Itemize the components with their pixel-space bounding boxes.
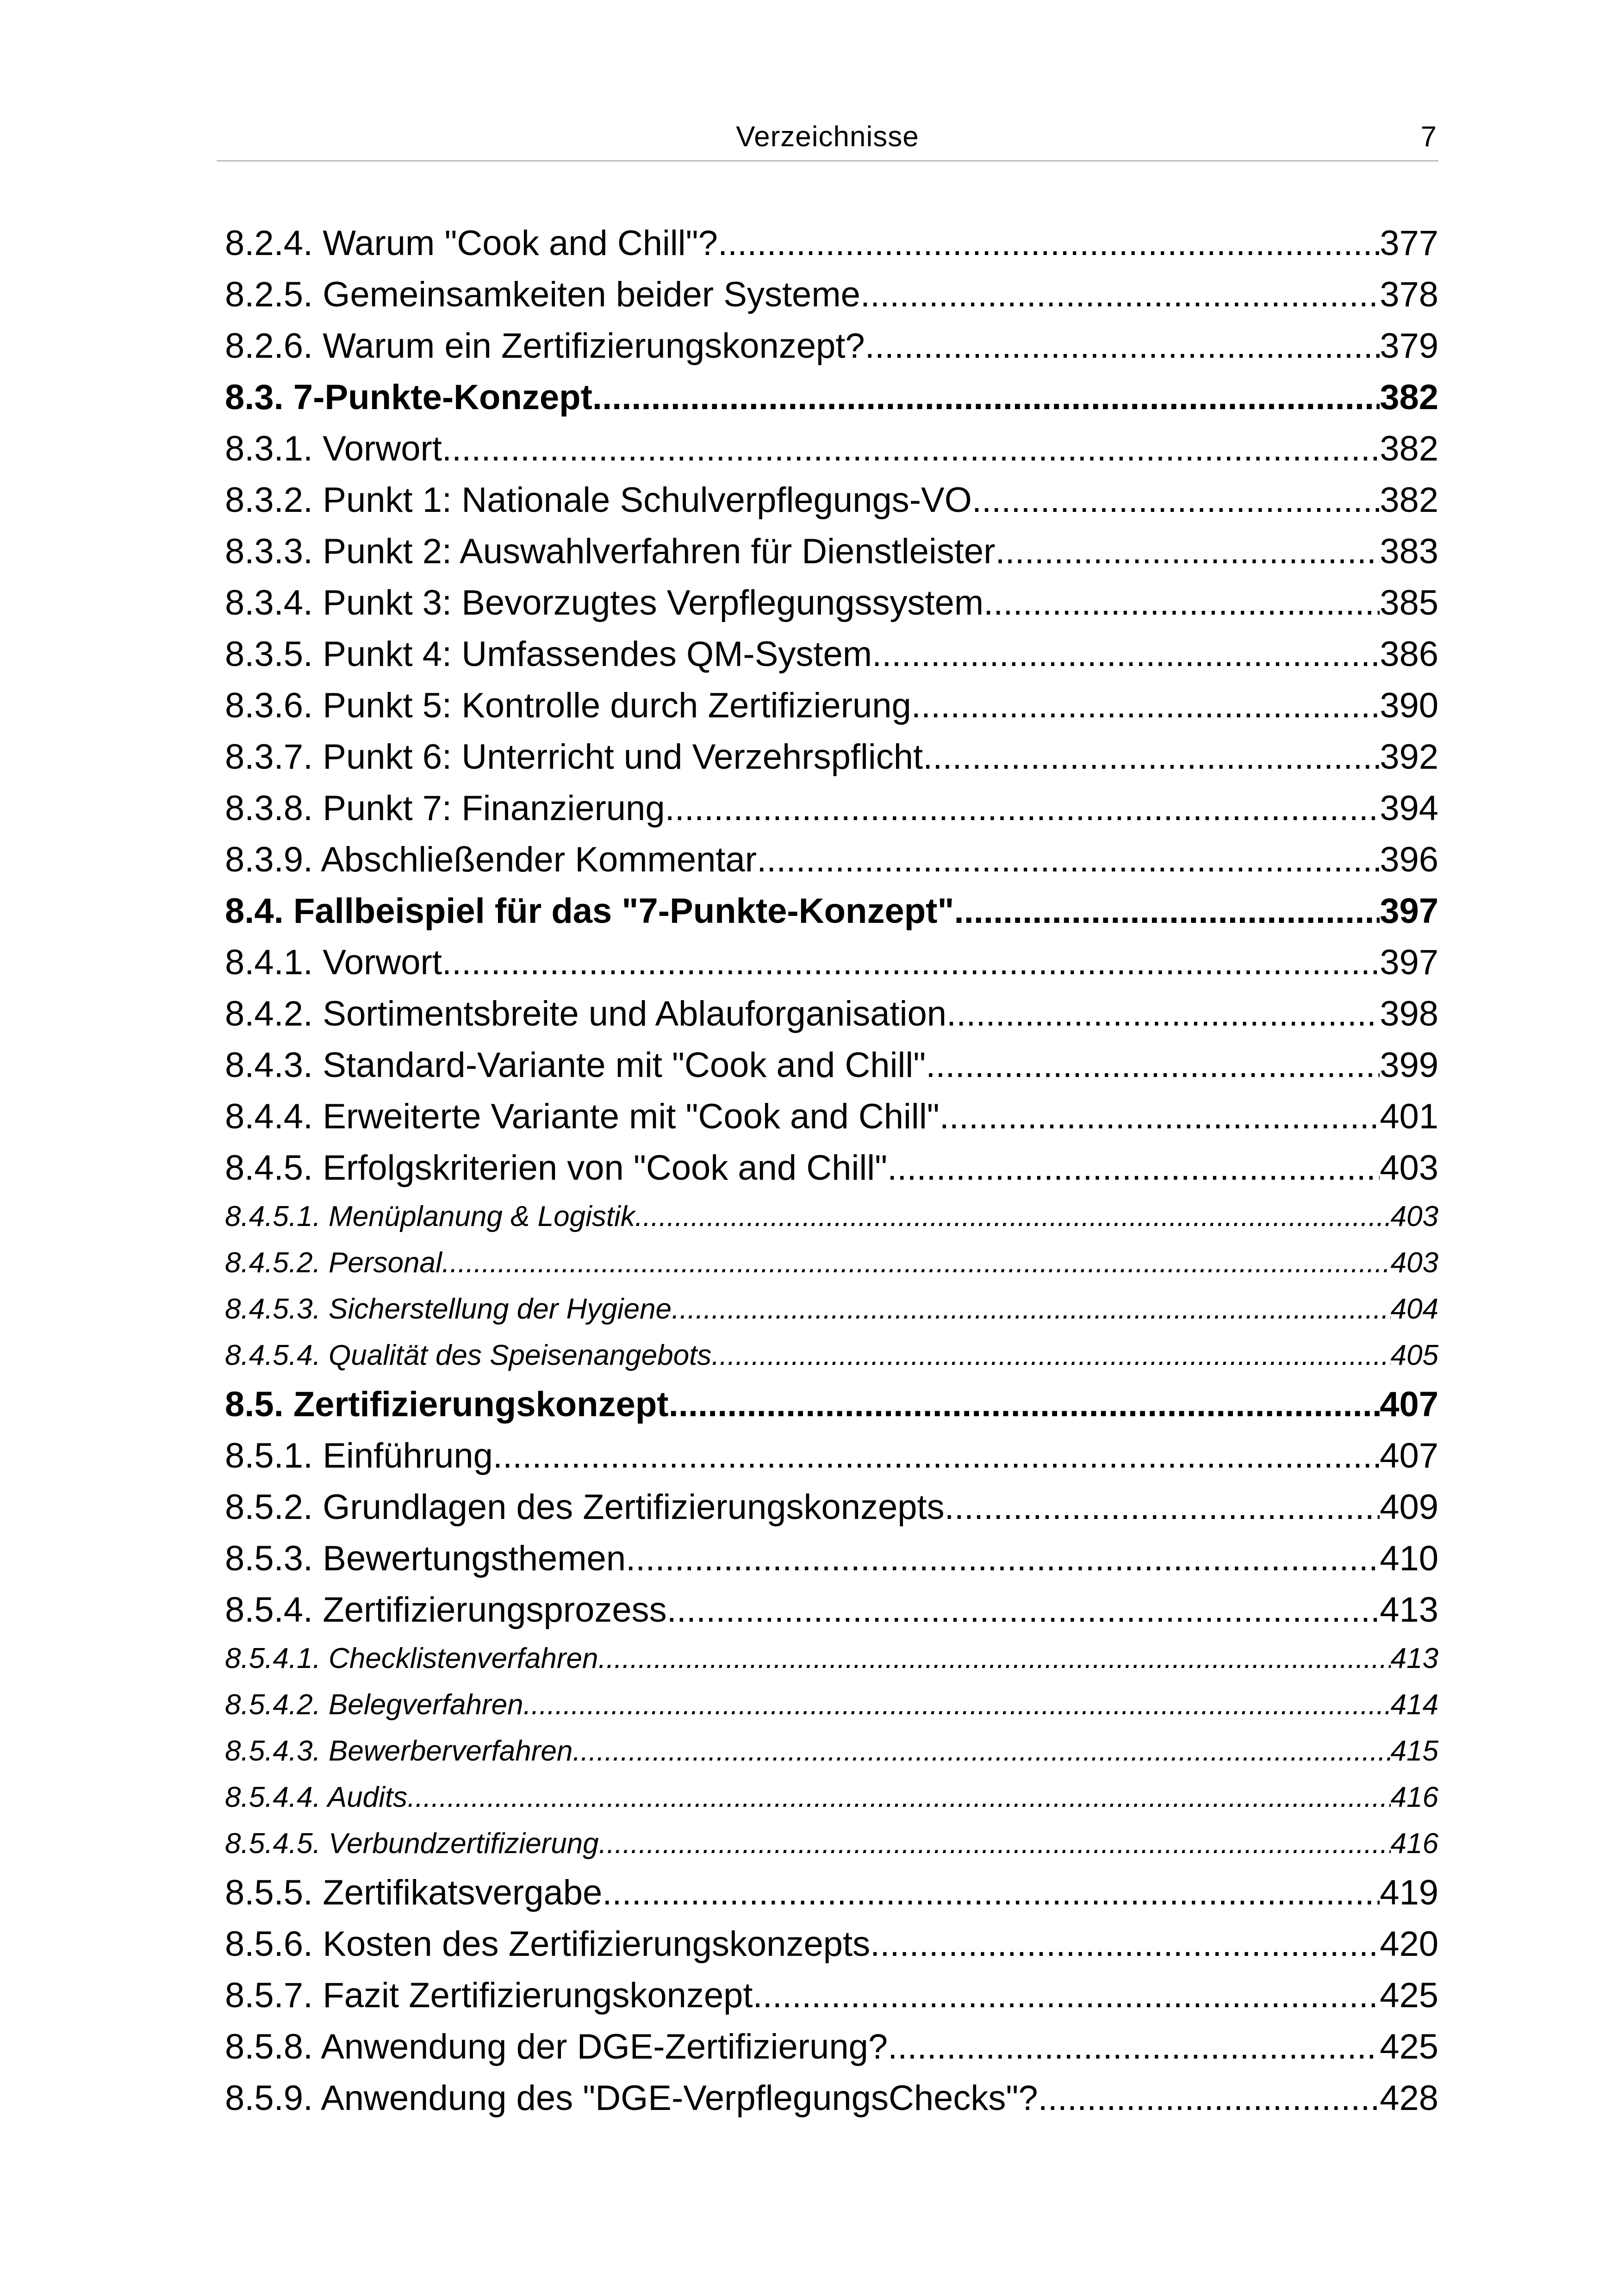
toc-subsection-entry[interactable] bbox=[225, 628, 1438, 680]
dot-leader bbox=[872, 628, 1380, 680]
dot-leader bbox=[442, 937, 1380, 988]
toc-entry-title: 8.5.4. Zertifizierungsprozess bbox=[225, 1590, 667, 1630]
toc-entry-page-number: 382 bbox=[1380, 480, 1438, 520]
dot-leader bbox=[888, 2021, 1380, 2072]
toc-entry-page-number: 413 bbox=[1390, 1643, 1438, 1674]
dot-leader bbox=[711, 1332, 1390, 1379]
toc-entry-page-number: 403 bbox=[1380, 1148, 1438, 1188]
toc-entry-title: 8.3.2. Punkt 1: Nationale Schulverpflegungs-VO bbox=[225, 480, 972, 520]
toc-entry-page-number: 420 bbox=[1380, 1924, 1438, 1964]
toc-subsection-entry[interactable] bbox=[225, 1533, 1438, 1584]
toc-entry-title: 8.5.6. Kosten des Zertifizierungskonzepts bbox=[225, 1924, 871, 1964]
toc-subsection-entry[interactable] bbox=[225, 1481, 1438, 1533]
toc-entry-title: 8.5.3. Bewertungsthemen bbox=[225, 1539, 626, 1578]
dot-leader bbox=[945, 1481, 1380, 1533]
toc-entry-title: 8.3.8. Punkt 7: Finanzierung bbox=[225, 789, 665, 828]
toc-entry-page-number: 416 bbox=[1390, 1781, 1438, 1813]
dot-leader bbox=[757, 834, 1380, 885]
toc-entry-title: 8.4. Fallbeispiel für das "7-Punkte-Konzept" bbox=[225, 891, 954, 931]
dot-leader bbox=[573, 1728, 1390, 1774]
toc-subsubsection-entry[interactable] bbox=[225, 1682, 1438, 1728]
toc-entry-page-number: 403 bbox=[1390, 1201, 1438, 1232]
dot-leader bbox=[940, 1091, 1380, 1142]
dot-leader bbox=[669, 1379, 1380, 1430]
toc-entry-title: 8.5.4.3. Bewerberverfahren bbox=[225, 1735, 573, 1767]
toc-entry-title: 8.2.5. Gemeinsamkeiten beider Systeme bbox=[225, 275, 860, 314]
toc-entry-page-number: 386 bbox=[1380, 635, 1438, 674]
dot-leader bbox=[1038, 2072, 1380, 2124]
toc-entry-page-number: 382 bbox=[1380, 378, 1438, 417]
toc-entry-page-number: 382 bbox=[1380, 429, 1438, 468]
toc-entry-title: 8.5.4.2. Belegverfahren bbox=[225, 1689, 523, 1721]
dot-leader bbox=[442, 1240, 1391, 1286]
dot-leader bbox=[407, 1774, 1390, 1821]
toc-subsubsection-entry[interactable] bbox=[225, 1194, 1438, 1240]
toc-subsection-entry[interactable] bbox=[225, 1867, 1438, 1918]
toc-subsubsection-entry[interactable] bbox=[225, 1332, 1438, 1379]
toc-entry-title: 8.4.5.2. Personal bbox=[225, 1247, 442, 1279]
toc-subsection-entry[interactable] bbox=[225, 834, 1438, 885]
dot-leader bbox=[602, 1867, 1380, 1918]
toc-subsection-entry[interactable] bbox=[225, 937, 1438, 988]
toc-entry-page-number: 394 bbox=[1380, 789, 1438, 828]
toc-entry-title: 8.3.7. Punkt 6: Unterricht und Verzehrspflicht bbox=[225, 737, 923, 777]
toc-entry-title: 8.3.1. Vorwort bbox=[225, 429, 442, 468]
toc-entry-page-number: 401 bbox=[1380, 1097, 1438, 1136]
toc-entry-page-number: 428 bbox=[1380, 2078, 1438, 2118]
toc-subsubsection-entry[interactable] bbox=[225, 1240, 1438, 1286]
dot-leader bbox=[983, 577, 1380, 628]
toc-entry-title: 8.4.5. Erfolgskriterien von "Cook and Chill" bbox=[225, 1148, 888, 1188]
toc-entry-title: 8.4.3. Standard-Variante mit "Cook and Chill" bbox=[225, 1045, 926, 1085]
toc-subsubsection-entry[interactable] bbox=[225, 1636, 1438, 1682]
dot-leader bbox=[672, 1286, 1391, 1332]
toc-subsection-entry[interactable] bbox=[225, 680, 1438, 731]
toc-subsection-entry[interactable] bbox=[225, 320, 1438, 372]
toc-entry-page-number: 403 bbox=[1390, 1247, 1438, 1279]
toc-entry-title: 8.4.5.4. Qualität des Speisenangebots bbox=[225, 1339, 712, 1371]
toc-entry-title: 8.5.9. Anwendung des "DGE-VerpflegungsChecks"? bbox=[225, 2078, 1038, 2118]
toc-entry-title: 8.5.4.1. Checklistenverfahren bbox=[225, 1643, 598, 1674]
running-header bbox=[217, 116, 1438, 162]
dot-leader bbox=[442, 423, 1380, 474]
toc-entry-title: 8.2.4. Warum "Cook and Chill"? bbox=[225, 224, 718, 263]
toc-subsection-entry[interactable] bbox=[225, 1142, 1438, 1194]
toc-subsubsection-entry[interactable] bbox=[225, 1774, 1438, 1821]
toc-subsection-entry[interactable] bbox=[225, 2021, 1438, 2072]
toc-entry-title: 8.5.2. Grundlagen des Zertifizierungskonzepts bbox=[225, 1487, 945, 1527]
toc-entry-title: 8.5.5. Zertifikatsvergabe bbox=[225, 1873, 603, 1912]
dot-leader bbox=[753, 1970, 1380, 2021]
dot-leader bbox=[599, 1821, 1391, 1867]
toc-entry-page-number: 405 bbox=[1390, 1339, 1438, 1371]
toc-entry-title: 8.3.4. Punkt 3: Bevorzugtes Verpflegungssystem bbox=[225, 583, 984, 622]
dot-leader bbox=[718, 218, 1380, 269]
toc-entry-page-number: 396 bbox=[1380, 840, 1438, 879]
toc-entry-title: 8.4.5.3. Sicherstellung der Hygiene bbox=[225, 1293, 672, 1325]
toc-entry-page-number: 399 bbox=[1380, 1045, 1438, 1085]
dot-leader bbox=[887, 1142, 1380, 1194]
dot-leader bbox=[870, 1918, 1380, 1970]
toc-entry-page-number: 404 bbox=[1390, 1293, 1438, 1325]
toc-entry-page-number: 398 bbox=[1380, 994, 1438, 1033]
toc-entry-page-number: 409 bbox=[1380, 1487, 1438, 1527]
toc-subsection-entry[interactable] bbox=[225, 526, 1438, 577]
dot-leader bbox=[626, 1533, 1380, 1584]
toc-entry-title: 8.4.2. Sortimentsbreite und Ablauforganisation bbox=[225, 994, 947, 1033]
dot-leader bbox=[635, 1194, 1391, 1240]
dot-leader bbox=[592, 372, 1380, 423]
toc-entry-title: 8.5.4.4. Audits bbox=[225, 1781, 408, 1813]
toc-entry-title: 8.3. 7-Punkte-Konzept bbox=[225, 378, 592, 417]
toc-entry-title: 8.3.3. Punkt 2: Auswahlverfahren für Dienstleister bbox=[225, 532, 996, 571]
toc-entry-page-number: 377 bbox=[1380, 224, 1438, 263]
toc-entry-page-number: 415 bbox=[1390, 1735, 1438, 1767]
toc-entry-title: 8.4.1. Vorwort bbox=[225, 943, 442, 982]
toc-entry-page-number: 407 bbox=[1380, 1385, 1438, 1424]
toc-subsection-entry[interactable] bbox=[225, 1430, 1438, 1481]
toc-entry-title: 8.3.9. Abschließender Kommentar bbox=[225, 840, 757, 879]
toc-subsection-entry[interactable] bbox=[225, 2072, 1438, 2124]
dot-leader bbox=[860, 269, 1380, 320]
toc-entry-page-number: 419 bbox=[1380, 1873, 1438, 1912]
toc-subsection-entry[interactable] bbox=[225, 1091, 1438, 1142]
toc-entry-page-number: 392 bbox=[1380, 737, 1438, 777]
toc-entry-page-number: 425 bbox=[1380, 2027, 1438, 2066]
toc-entry-title: 8.3.6. Punkt 5: Kontrolle durch Zertifizierung bbox=[225, 686, 911, 725]
toc-entry-title: 8.5.1. Einführung bbox=[225, 1436, 493, 1475]
toc-entry-page-number: 416 bbox=[1390, 1828, 1438, 1860]
toc-subsection-entry[interactable] bbox=[225, 423, 1438, 474]
dot-leader bbox=[667, 1584, 1380, 1636]
toc-entry-page-number: 414 bbox=[1390, 1689, 1438, 1721]
toc-entry-page-number: 385 bbox=[1380, 583, 1438, 622]
dot-leader bbox=[954, 885, 1380, 937]
page-number: 7 bbox=[1420, 121, 1437, 153]
toc-section-heading[interactable] bbox=[225, 885, 1438, 937]
toc-entry-title: 8.3.5. Punkt 4: Umfassendes QM-System bbox=[225, 635, 872, 674]
toc-subsection-entry[interactable] bbox=[225, 1970, 1438, 2021]
table-of-contents bbox=[225, 218, 1438, 2124]
toc-entry-title: 8.4.5.1. Menüplanung & Logistik bbox=[225, 1201, 635, 1232]
toc-entry-title: 8.5.8. Anwendung der DGE-Zertifizierung? bbox=[225, 2027, 888, 2066]
toc-subsection-entry[interactable] bbox=[225, 988, 1438, 1039]
toc-section-heading[interactable] bbox=[225, 372, 1438, 423]
toc-subsection-entry[interactable] bbox=[225, 783, 1438, 834]
toc-subsection-entry[interactable] bbox=[225, 1918, 1438, 1970]
dot-leader bbox=[598, 1636, 1390, 1682]
toc-subsection-entry[interactable] bbox=[225, 269, 1438, 320]
toc-subsection-entry[interactable] bbox=[225, 1584, 1438, 1636]
toc-entry-title: 8.2.6. Warum ein Zertifizierungskonzept? bbox=[225, 326, 865, 366]
toc-subsection-entry[interactable] bbox=[225, 731, 1438, 783]
toc-entry-title: 8.4.4. Erweiterte Variante mit "Cook and Chill" bbox=[225, 1097, 940, 1136]
toc-entry-page-number: 397 bbox=[1380, 891, 1438, 931]
dot-leader bbox=[923, 731, 1380, 783]
toc-section-heading[interactable] bbox=[225, 1379, 1438, 1430]
toc-entry-page-number: 425 bbox=[1380, 1976, 1438, 2015]
toc-entry-page-number: 407 bbox=[1380, 1436, 1438, 1475]
toc-subsection-entry[interactable] bbox=[225, 474, 1438, 526]
toc-entry-page-number: 378 bbox=[1380, 275, 1438, 314]
toc-subsubsection-entry[interactable] bbox=[225, 1728, 1438, 1774]
dot-leader bbox=[665, 783, 1380, 834]
toc-subsubsection-entry[interactable] bbox=[225, 1821, 1438, 1867]
toc-entry-title: 8.5. Zertifizierungskonzept bbox=[225, 1385, 669, 1424]
toc-entry-title: 8.5.4.5. Verbundzertifizierung bbox=[225, 1828, 599, 1860]
dot-leader bbox=[946, 988, 1380, 1039]
dot-leader bbox=[926, 1039, 1380, 1091]
toc-subsubsection-entry[interactable] bbox=[225, 1286, 1438, 1332]
toc-entry-page-number: 390 bbox=[1380, 686, 1438, 725]
toc-entry-title: 8.5.7. Fazit Zertifizierungskonzept bbox=[225, 1976, 753, 2015]
dot-leader bbox=[865, 320, 1380, 372]
dot-leader bbox=[493, 1430, 1380, 1481]
toc-entry-page-number: 383 bbox=[1380, 532, 1438, 571]
toc-subsection-entry[interactable] bbox=[225, 1039, 1438, 1091]
toc-entry-page-number: 413 bbox=[1380, 1590, 1438, 1630]
toc-subsection-entry[interactable] bbox=[225, 218, 1438, 269]
toc-entry-page-number: 410 bbox=[1380, 1539, 1438, 1578]
toc-subsection-entry[interactable] bbox=[225, 577, 1438, 628]
header-title: Verzeichnisse bbox=[736, 121, 919, 153]
dot-leader bbox=[523, 1682, 1391, 1728]
toc-entry-page-number: 397 bbox=[1380, 943, 1438, 982]
toc-entry-page-number: 379 bbox=[1380, 326, 1438, 366]
dot-leader bbox=[995, 526, 1380, 577]
dot-leader bbox=[972, 474, 1380, 526]
dot-leader bbox=[911, 680, 1380, 731]
